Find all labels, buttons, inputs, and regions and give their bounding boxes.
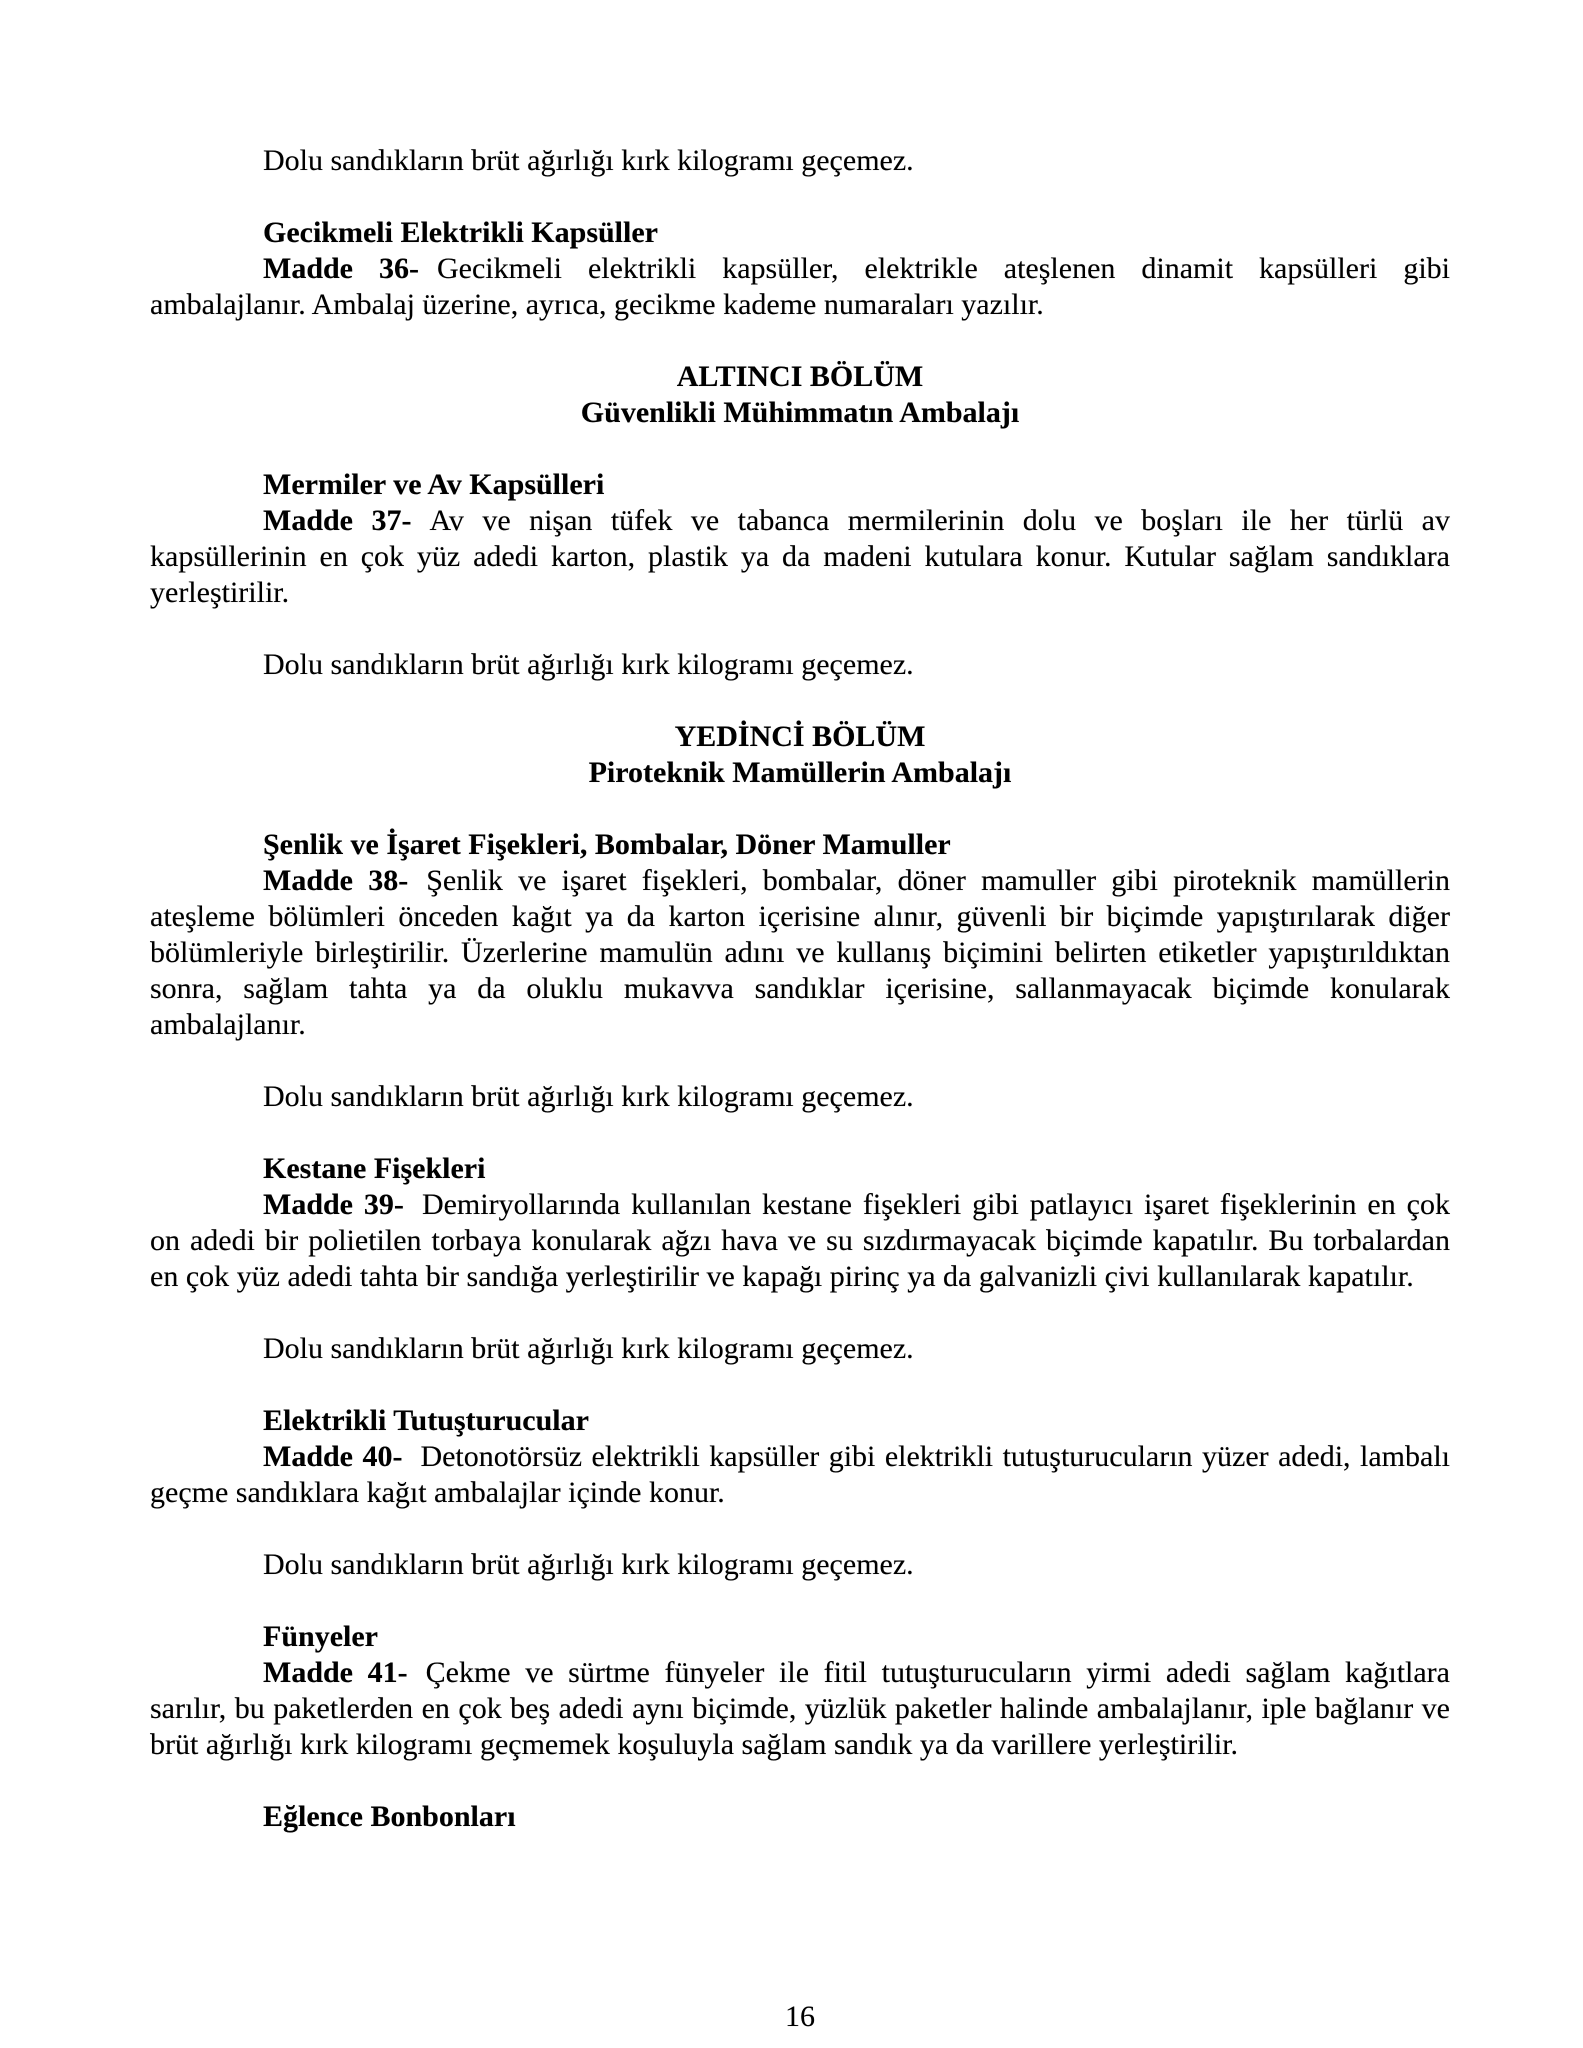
- article-39-paragraph: [150, 1187, 1450, 1295]
- article-37-text: Av ve nişan tüfek ve tabanca mermilerinin dolu ve boşları ile her türlü av kapsüllerinin en çok yüz adedi karton, plastik ya da madeni kutulara konur. Kutular sağlam sandıklara yerleştirilir.: [150, 504, 1450, 609]
- section-bolum7: [150, 719, 1450, 791]
- section-bolum6-subtitle: Güvenlikli Mühimmatın Ambalajı: [580, 396, 1020, 429]
- article-36-heading: Gecikmeli Elektrikli Kapsüller: [263, 216, 658, 249]
- gross-weight-note-1: Dolu sandıkların brüt ağırlığı kırk kilogramı geçemez.: [263, 144, 914, 177]
- article-41-label: Madde 41-: [263, 1656, 408, 1689]
- article-37-heading: Mermiler ve Av Kapsülleri: [263, 468, 605, 501]
- article-39-heading: Kestane Fişekleri: [263, 1152, 486, 1185]
- article-41-heading: Fünyeler: [263, 1620, 378, 1653]
- article-42-heading: Eğlence Bonbonları: [263, 1800, 516, 1833]
- article-41-text: Çekme ve sürtme fünyeler ile fitil tutuşturucuların yirmi adedi sağlam kağıtlara sarılır, bu paketlerden en çok beş adedi aynı biçimde, yüzlük paketler halinde ambalajlanır, iple bağlanır ve brüt ağırlığı kırk kilogramı geçmemek koşuluyla sağlam sandık ya da varillere yerleştirilir.: [150, 1656, 1450, 1761]
- article-41-paragraph: [150, 1655, 1450, 1763]
- article-38-label: Madde 38-: [263, 864, 409, 897]
- article-38-paragraph: [150, 863, 1450, 1043]
- gross-weight-note-3: Dolu sandıkların brüt ağırlığı kırk kilogramı geçemez.: [263, 1080, 914, 1113]
- section-bolum7-title: YEDİNCİ BÖLÜM: [674, 720, 926, 753]
- article-40-paragraph: [150, 1439, 1450, 1511]
- article-36-label: Madde 36-: [263, 252, 419, 285]
- section-bolum6-title: ALTINCI BÖLÜM: [676, 360, 924, 393]
- article-39-text: Demiryollarında kullanılan kestane fişekleri gibi patlayıcı işaret fişeklerinin en çok on adedi bir polietilen torbaya konularak ağzı hava ve su sızdırmayacak biçimde kapatılır. Bu torbalardan en çok yüz adedi tahta bir sandığa yerleştirilir ve kapağı pirinç ya da galvanizli çivi kullanılarak kapatılır.: [150, 1188, 1450, 1293]
- gross-weight-note-4: Dolu sandıkların brüt ağırlığı kırk kilogramı geçemez.: [263, 1332, 914, 1365]
- article-39-label: Madde 39-: [263, 1188, 404, 1221]
- article-37-label: Madde 37-: [263, 504, 412, 537]
- article-36-paragraph: [150, 251, 1450, 323]
- section-bolum6: [150, 359, 1450, 431]
- article-37-paragraph: [150, 503, 1450, 611]
- article-40-heading: Elektrikli Tutuşturucular: [263, 1404, 589, 1437]
- article-40-text: Detonotörsüz elektrikli kapsüller gibi elektrikli tutuşturucuların yüzer adedi, lambalı geçme sandıklara kağıt ambalajlar içinde konur.: [150, 1440, 1450, 1509]
- article-38-text: Şenlik ve işaret fişekleri, bombalar, döner mamuller gibi piroteknik mamüllerin ateşleme bölümleri önceden kağıt ya da karton içerisine alınır, güvenli bir biçimde yapıştırılarak diğer bölümleriyle birleştirilir. Üzerlerine mamulün adını ve kullanış biçimini belirten etiketler yapıştırıldıktan sonra, sağlam tahta ya da oluklu mukavva sandıklar içerisine, sallanmayacak biçimde konularak ambalajlanır.: [150, 864, 1450, 1041]
- gross-weight-note-5: Dolu sandıkların brüt ağırlığı kırk kilogramı geçemez.: [263, 1548, 914, 1581]
- article-36-text: Gecikmeli elektrikli kapsüller, elektrikle ateşlenen dinamit kapsülleri gibi ambalajlanır. Ambalaj üzerine, ayrıca, gecikme kademe numaraları yazılır.: [150, 252, 1450, 321]
- article-38-heading: Şenlik ve İşaret Fişekleri, Bombalar, Döner Mamuller: [263, 828, 951, 861]
- section-bolum7-subtitle: Piroteknik Mamüllerin Ambalajı: [588, 756, 1012, 789]
- gross-weight-note-2: Dolu sandıkların brüt ağırlığı kırk kilogramı geçemez.: [263, 648, 914, 681]
- article-40-label: Madde 40-: [263, 1440, 403, 1473]
- page-number: 16: [785, 2000, 815, 2033]
